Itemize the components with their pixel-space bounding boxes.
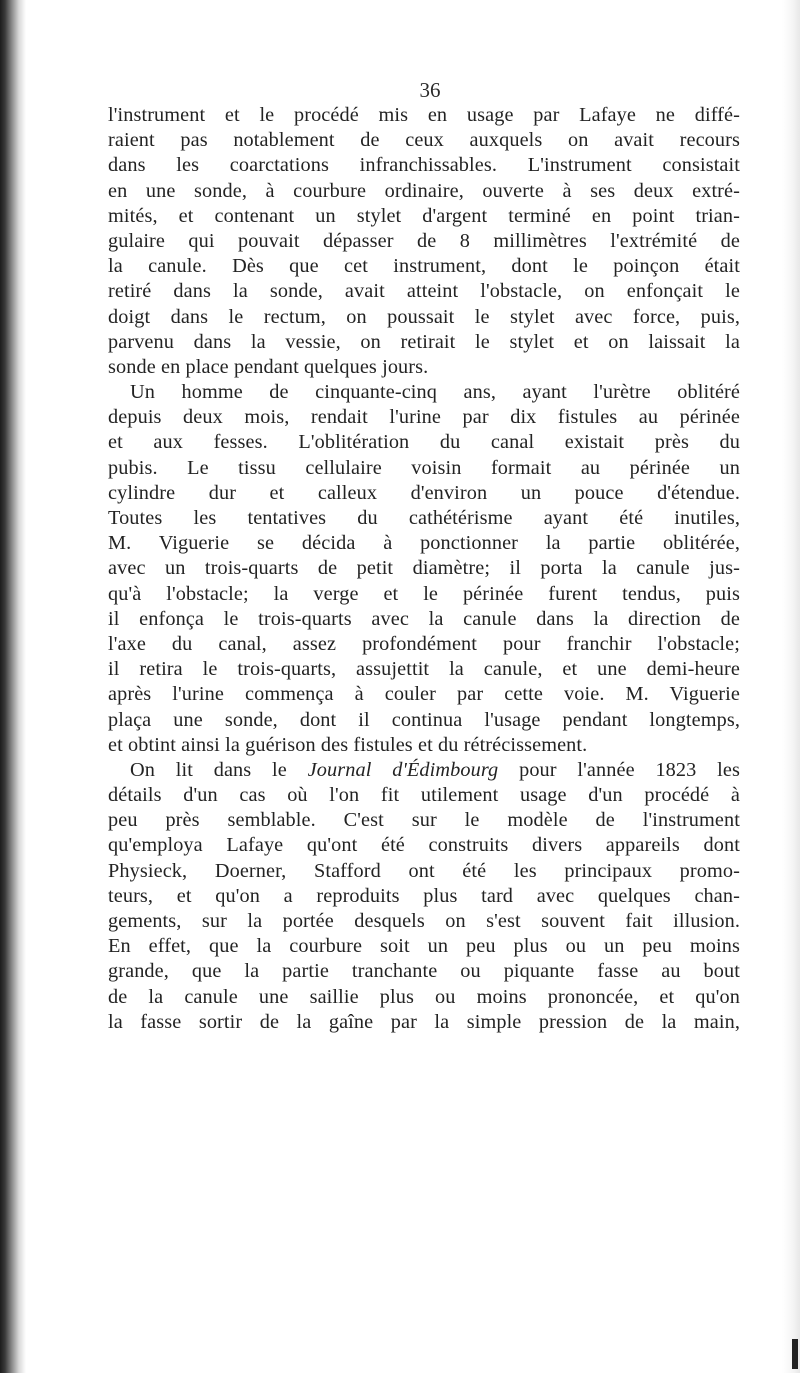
text-line: dans les coarctations infranchissables. L'instrument consistait <box>108 154 740 177</box>
text-line: peu près semblable. C'est sur le modèle de l'instrument <box>108 809 740 832</box>
text-line: l'axe du canal, assez profondément pour franchir l'obstacle; <box>108 632 740 655</box>
text-line: de la canule une saillie plus ou moins prononcée, et qu'on <box>108 985 740 1008</box>
text-line: grande, que la partie tranchante ou piquante fasse au bout <box>108 960 740 983</box>
page-binding-shadow <box>0 0 26 1373</box>
text-line: sonde en place pendant quelques jours. <box>108 355 429 378</box>
text-line: Physieck, Doerner, Stafford ont été les principaux promo- <box>108 859 740 882</box>
text-line: depuis deux mois, rendait l'urine par dix fistules au périnée <box>108 406 740 429</box>
text-line: l'instrument et le procédé mis en usage par Lafaye ne diffé- <box>108 104 740 126</box>
body-text <box>108 103 740 1035</box>
text-line: qu'à l'obstacle; la verge et le périnée furent tendus, puis <box>108 582 740 605</box>
text-line: gulaire qui pouvait dépasser de 8 millimètres l'extrémité de <box>108 229 740 252</box>
text-line: parvenu dans la vessie, on retirait le stylet et on laissait la <box>108 330 740 353</box>
text-line: mités, et contenant un stylet d'argent terminé en point trian- <box>108 204 740 227</box>
text-line: en une sonde, à courbure ordinaire, ouverte à ses deux extré- <box>108 179 740 202</box>
text-line: détails d'un cas où l'on fit utilement usage d'un procédé à <box>108 784 740 807</box>
text-line: la canule. Dès que cet instrument, dont le poinçon était <box>108 255 740 278</box>
text-line: plaça une sonde, dont il continua l'usage pendant longtemps, <box>108 708 740 731</box>
text-line: doigt dans le rectum, on poussait le stylet avec force, puis, <box>108 305 740 328</box>
page-number: 36 <box>419 78 441 102</box>
text-line: gements, sur la portée desquels on s'est souvent fait illusion. <box>108 910 740 932</box>
text-line: raient pas notablement de ceux auxquels on avait recours <box>108 129 740 152</box>
text-line: Toutes les tentatives du cathétérisme ayant été inutiles, <box>108 507 740 529</box>
text-line: il enfonça le trois-quarts avec la canule dans la direction de <box>108 607 740 630</box>
text-line: avec un trois-quarts de petit diamètre; il porta la canule jus- <box>108 557 740 580</box>
text-line-with-citation <box>108 758 740 783</box>
text-fragment: pour l'année 1823 les <box>498 758 740 781</box>
text-line: après l'urine commença à couler par cette voie. M. Viguerie <box>108 683 740 706</box>
text-line: et aux fesses. L'oblitération du canal existait près du <box>108 431 740 454</box>
text-line: teurs, et qu'on a reproduits plus tard avec quelques chan- <box>108 884 740 907</box>
page-edge-shadow <box>782 0 800 1373</box>
text-line: Un homme de cinquante-cinq ans, ayant l'urètre oblitéré <box>130 381 740 404</box>
text-line: qu'employa Lafaye qu'ont été construits divers appareils dont <box>108 834 740 857</box>
corner-mark <box>792 1339 798 1369</box>
text-line: la fasse sortir de la gaîne par la simple pression de la main, <box>108 1010 740 1033</box>
text-line: et obtint ainsi la guérison des fistules et du rétrécissement. <box>108 733 588 756</box>
text-line: En effet, que la courbure soit un peu plus ou un peu moins <box>108 935 740 958</box>
text-line: retiré dans la sonde, avait atteint l'obstacle, on enfonçait le <box>108 280 740 303</box>
text-line: M. Viguerie se décida à ponctionner la partie oblitérée, <box>108 532 740 555</box>
text-line: cylindre dur et calleux d'environ un pouce d'étendue. <box>108 481 740 504</box>
journal-title: Journal d'Édimbourg <box>307 758 499 781</box>
text-line: il retira le trois-quarts, assujettit la canule, et une demi-heure <box>108 658 740 681</box>
text-line: pubis. Le tissu cellulaire voisin formait au périnée un <box>108 456 740 479</box>
text-fragment: On lit dans le <box>130 758 308 781</box>
